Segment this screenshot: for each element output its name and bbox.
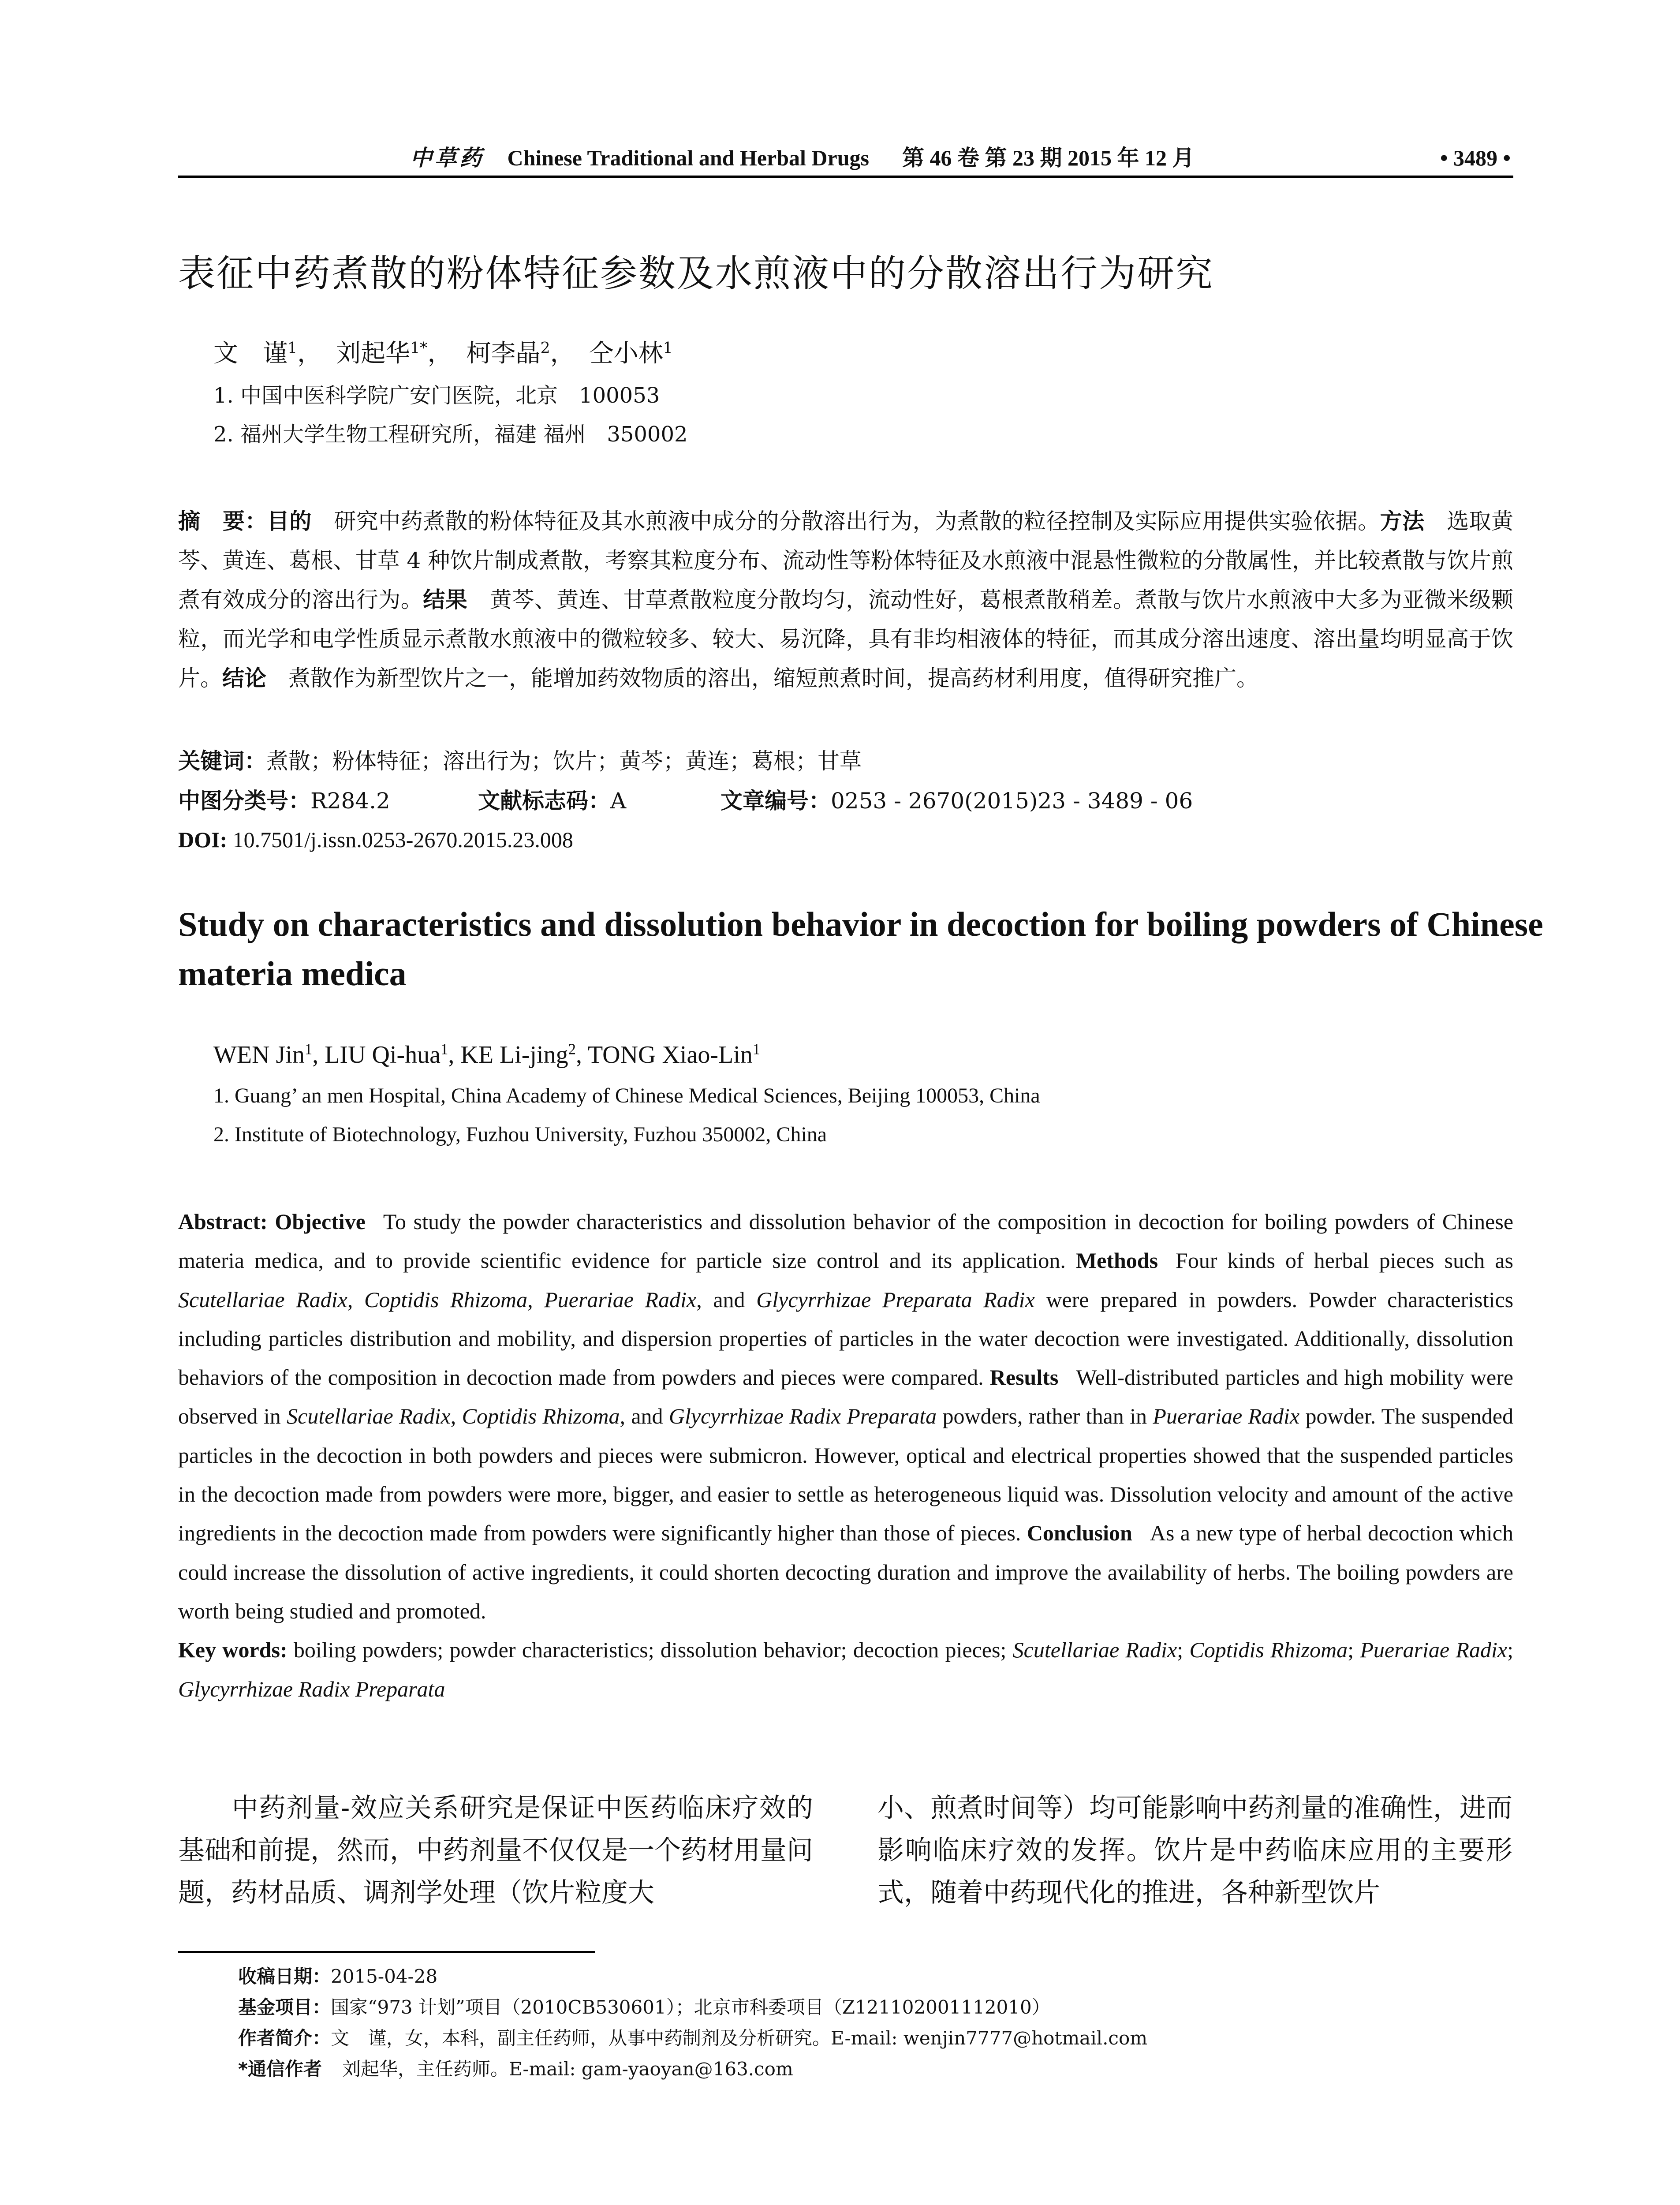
results-label: 结果 (423, 587, 468, 613)
methods-label: Methods (1075, 1248, 1158, 1273)
herb-name: Coptidis Rhizoma (364, 1287, 528, 1312)
abstract-cn (178, 502, 1513, 698)
herb-name: Puerariae Radix (1153, 1404, 1300, 1429)
journal-name-cn: 中草药 (410, 145, 484, 171)
doc-code-value: A (610, 788, 627, 814)
footnote-corresponding (238, 2056, 793, 2082)
clc-value: R284.2 (310, 788, 390, 814)
author-affiliation-mark: 1* (410, 339, 428, 357)
results-text: 黄芩、黄连、甘草煮散粒度分散均匀，流动性好，葛根煮散稍差。煮散与饮片水煎液中大多为亚微米级颗粒，而光学和电学性质显示煮散水煎液中的微粒较多、较大、易沉降，具有非均相液体的特征，而其成分溶出速度、溶出量均明显高于饮片。 (178, 587, 1514, 691)
authors-en: WEN Jin$^1$, LIU Qi-hua$^1$, KE Li-jing$^2$, TONG Xiao-Lin$^1$ (213, 1040, 761, 1069)
doc-code-label: 文献标志码： (478, 788, 610, 814)
affiliation-cn-1: 1. 中国中医科学院广安门医院，北京 100053 (213, 383, 660, 408)
body-column-right (877, 1787, 1512, 1914)
methods-label: 方法 (1380, 508, 1425, 534)
footnote-received (238, 1963, 437, 1990)
abstract-en: Abstract: Objective To study the powder characteristics and dissolution behavior of the composition in decoction for boiling powders of Chinese materia medica, and to provide scientific evidence for particle size control and its application. Methods Four kinds of herbal pieces such as Scutellariae Radix, Coptidis Rhizoma, Puerariae Radix, and Glycyrrhizae Preparata Radix were prepared in powders. Powder characteristics including particles distribution and mobility, and dispersion properties of particles in the water decoction were investigated. Additionally, dissolution behaviors of the composition in decoction made from powders and pieces were compared. Results Well-distributed particles and high mobility were observed in Scutellariae Radix, Coptidis Rhizoma, and Glycyrrhizae Radix Preparata powders, rather than in Puerariae Radix powder. The suspended particles in the decoction in both powders and pieces were submicron. However, optical and electrical properties showed that the suspended particles in the decoction made from powders were more, bigger, and easier to settle as heterogeneous liquid was. Dissolution velocity and amount of the active ingredients in the decoction made from powders were significantly higher than those of pieces. Conclusion As a new type of herbal decoction which could increase the dissolution of active ingredients, it could shorten decocting duration and improve the availability of herbs. The boiling powders are worth being studied and promoted. Key words: boiling powders; powder characteristics; dissolution behavior; decoction pieces; Scutellariae Radix; Coptidis Rhizoma; Puerariae Radix; Glycyrrhizae Radix Preparata (178, 1209, 1514, 1701)
author-affiliation-mark: 2 (540, 339, 550, 357)
fund-label: 基金项目： (238, 1996, 331, 2018)
body-column-left (178, 1787, 813, 1914)
affiliation-en-2: 2. Institute of Biotechnology, Fuzhou University, Fuzhou 350002, China (213, 1123, 827, 1146)
received-date: 2015-04-28 (331, 1966, 438, 1987)
objective-text: 研究中药煮散的粉体特征及其水煎液中成分的分散溶出行为，为煮散的粒径控制及实际应用提供实验依据。 (333, 508, 1380, 534)
keyword-herb: Glycyrrhizae Radix Preparata (178, 1676, 445, 1701)
abstract-label: Abstract: (178, 1209, 268, 1234)
article-number-label: 文章编号： (721, 788, 831, 814)
results-text: powder. The suspended particles in the decoction in both powders and pieces were submicron. However, optical and electrical properties showed that the suspended particles in the decoction made from powders were more, bigger, and easier to settle as heterogeneous liquid was. Dissolution velocity and amount of the active ingredients in the decoction made from powders were significantly higher than those of pieces. (178, 1404, 1514, 1546)
methods-text: Four kinds of herbal pieces such as (1176, 1248, 1513, 1273)
doi-line (178, 822, 573, 857)
footnote-fund (238, 1994, 1050, 2021)
methods-text: were prepared in powders. Powder characteristics including particles distribution and mobility, and dispersion properties of particles in the water decoction were investigated. Additionally, dissolution behaviors of the composition in decoction made from powders and pieces were compared. (178, 1287, 1514, 1390)
herb-name: Puerariae Radix (544, 1287, 697, 1312)
doi-value: 10.7501/j.issn.0253-2670.2015.23.008 (232, 827, 573, 852)
methods-text: 选取黄芩、黄连、葛根、甘草 4 种饮片制成煮散，考察其粒度分布、流动性等粉体特征及水煎液中混悬性微粒的分散属性，并比较煮散与饮片煎煮有效成分的溶出行为。 (178, 508, 1514, 613)
keywords-cn (178, 744, 862, 779)
journal-name-en: Chinese Traditional and Herbal Drugs (507, 146, 869, 170)
corresponding-label: *通信作者 (238, 2058, 322, 2080)
herb-name: Coptidis Rhizoma (462, 1404, 620, 1429)
fund-text: 国家“973 计划”项目（2010CB530601）；北京市科委项目（Z121102001112010） (331, 1996, 1050, 2018)
author-affiliation-mark: 1 (287, 339, 298, 357)
authors-cn: 文 谨$^1$， 刘起华$^{1*}$， 柯李晶$^2$， 仝小林$^1$ (213, 339, 673, 368)
footnote-author (238, 2025, 1147, 2052)
author-name: 文 谨 (213, 339, 287, 368)
results-text: powders, rather than in (942, 1404, 1147, 1429)
page-number: • 3489 • (1440, 146, 1511, 170)
conclusion-text: 煮散作为新型饮片之一，能增加药效物质的溶出，缩短煎煮时间，提高药材利用度，值得研究推广。 (288, 665, 1258, 691)
clc-label: 中图分类号： (178, 788, 310, 814)
conclusion-label: 结论 (222, 665, 266, 691)
title-cn: 表征中药煮散的粉体特征参数及水煎液中的分散溶出行为研究 (178, 252, 1214, 295)
conclusion-text: As a new type of herbal decoction which could increase the dissolution of active ingredients, it could shorten decocting duration and improve the availability of herbs. The boiling powders are worth being studied and promoted. (178, 1521, 1513, 1623)
author-name: 仝小林 (589, 339, 663, 368)
author-affiliation-mark: 1 (304, 1040, 313, 1058)
conjunction: and (631, 1404, 663, 1429)
author-affiliation-mark: 2 (568, 1040, 576, 1058)
body-paragraph: 中药剂量-效应关系研究是保证中医药临床疗效的基础和前提，然而，中药剂量不仅仅是一个药材用量问题，药材品质、调剂学处理（饮片粒度大 (178, 1793, 813, 1908)
keywords-label: Key words: (178, 1637, 287, 1663)
affiliation-en-1: 1. Guang’ an men Hospital, China Academy of Chinese Medical Sciences, Beijing 100053, China (213, 1084, 1040, 1107)
conclusion-label: Conclusion (1027, 1521, 1132, 1546)
author-affiliation-mark: 1 (663, 339, 673, 357)
results-text: Well-distributed particles and high mobility were observed in (178, 1365, 1513, 1429)
keywords-text: 煮散；粉体特征；溶出行为；饮片；黄芩；黄连；葛根；甘草 (266, 748, 862, 774)
herb-name: Glycyrrhizae Radix Preparata (668, 1404, 937, 1429)
author-affiliation-mark: 1 (752, 1040, 761, 1058)
keyword-herb: Coptidis Rhizoma (1189, 1637, 1348, 1663)
conjunction: and (713, 1287, 745, 1312)
author-name: KE Li-jing (460, 1041, 568, 1069)
journal-issue: 第 46 卷 第 23 期 2015 年 12 月 (902, 146, 1195, 170)
keyword-herb: Scutellariae Radix (1012, 1637, 1177, 1663)
affiliation-cn-2: 2. 福州大学生物工程研究所，福建 福州 350002 (213, 422, 688, 447)
header-rule (178, 176, 1513, 178)
objective-label: Objective (275, 1209, 366, 1234)
footnote-rule (178, 1951, 595, 1953)
results-label: Results (989, 1365, 1059, 1390)
author-name: TONG Xiao-Lin (587, 1041, 753, 1069)
article-number-value: 0253 - 2670(2015)23 - 3489 - 06 (831, 788, 1193, 814)
herb-name: Scutellariae Radix (287, 1404, 451, 1429)
objective-label: 目的 (267, 508, 312, 534)
corresponding-text: 刘起华，主任药师。E-mail: gam-yaoyan@163.com (342, 2058, 793, 2080)
author-name: 柯李晶 (466, 339, 541, 368)
author-bio-text: 文 谨，女，本科，副主任药师，从事中药制剂及分析研究。E-mail: wenjin7777@hotmail.com (331, 2027, 1148, 2049)
running-header (410, 140, 1194, 176)
classification-line (178, 783, 1236, 818)
author-name: WEN Jin (213, 1041, 305, 1069)
objective-text: To study the powder characteristics and dissolution behavior of the composition in decoction for boiling powders of Chinese materia medica, and to provide scientific evidence for particle size control and its application. (178, 1209, 1514, 1273)
keywords-text: boiling powders; powder characteristics; dissolution behavior; decoction pieces; (293, 1637, 1007, 1663)
abstract-label: 摘 要： (178, 508, 267, 534)
author-name: 刘起华 (336, 339, 411, 368)
received-label: 收稿日期： (238, 1966, 331, 1987)
author-name: LIU Qi-hua (325, 1041, 441, 1069)
title-en: Study on characteristics and dissolution behavior in decoction for boiling powders of Chinese materia medica (178, 905, 1543, 993)
author-affiliation-mark: 1 (441, 1040, 448, 1058)
author-bio-label: 作者简介： (238, 2027, 331, 2049)
doi-label: DOI: (178, 827, 228, 852)
keyword-herb: Puerariae Radix (1360, 1637, 1508, 1663)
herb-name: Scutellariae Radix (178, 1287, 347, 1312)
keywords-label: 关键词： (178, 748, 266, 774)
body-paragraph: 小、煎煮时间等）均可能影响中药剂量的准确性，进而影响临床疗效的发挥。饮片是中药临床应用的主要形式，随着中药现代化的推进，各种新型饮片 (877, 1793, 1512, 1908)
herb-name: Glycyrrhizae Preparata Radix (756, 1287, 1035, 1312)
